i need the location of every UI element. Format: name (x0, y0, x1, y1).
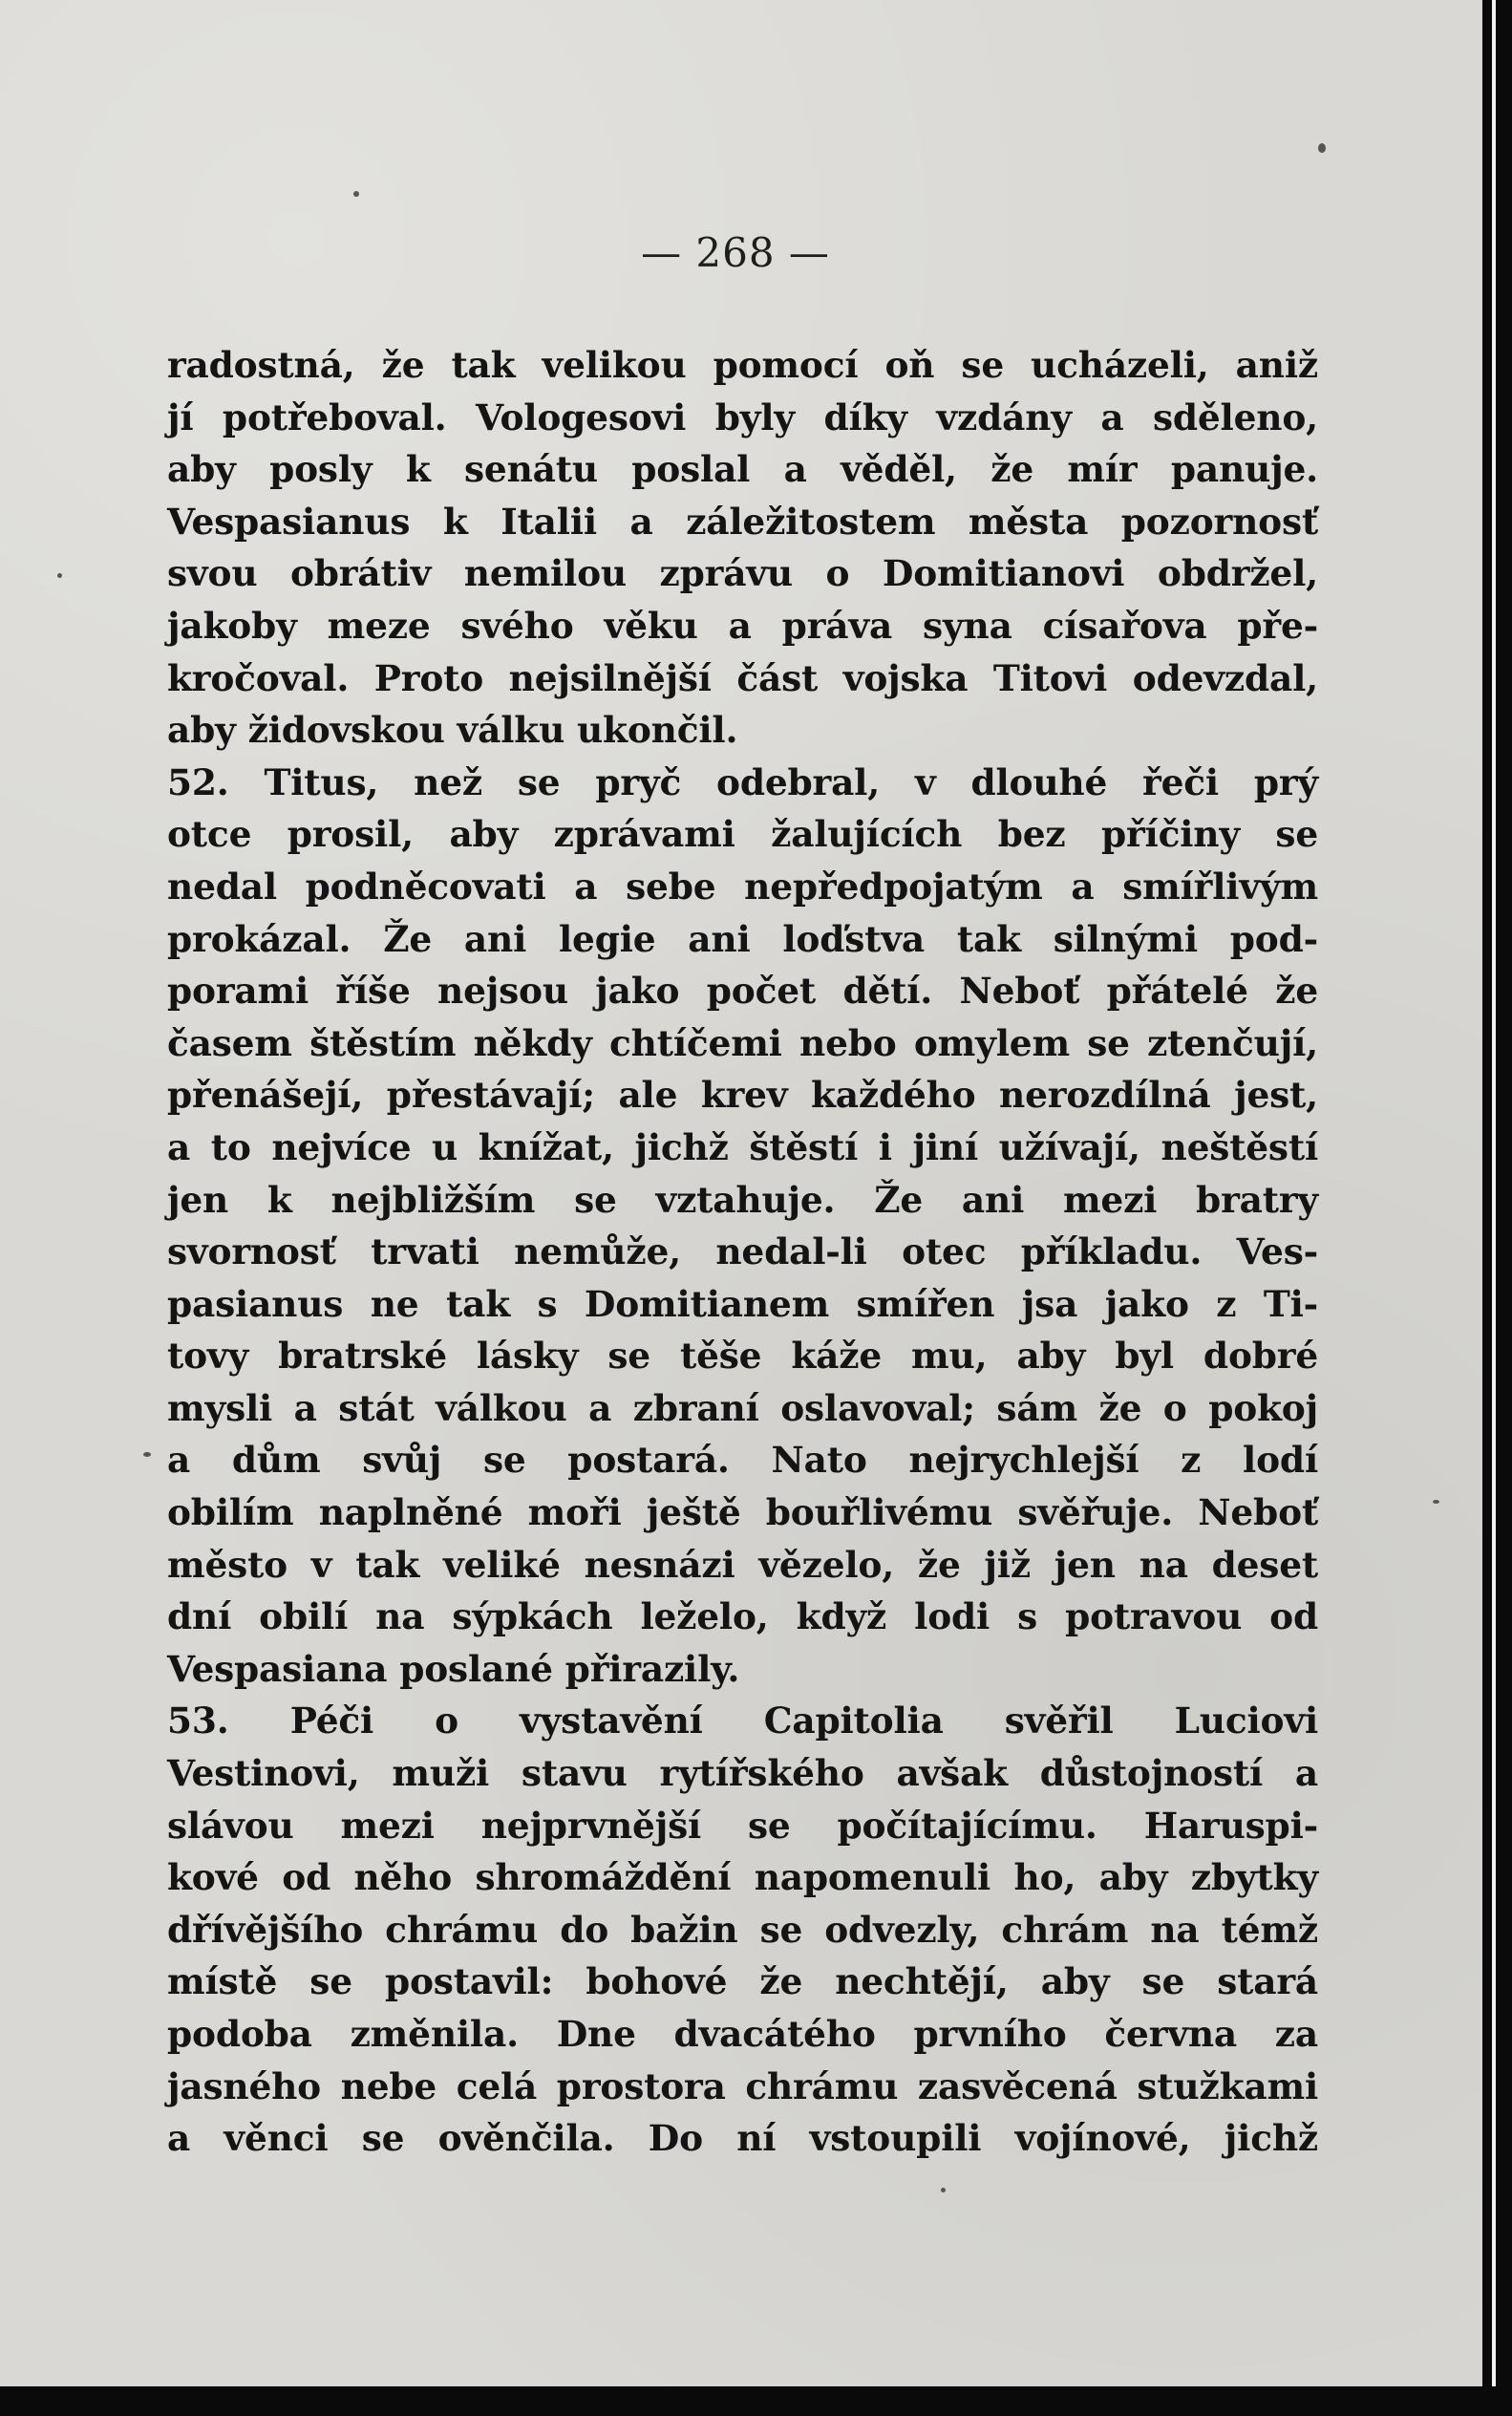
text-line: a dům svůj se postará. Nato nejrychlejší z lodí (167, 1439, 1318, 1482)
text-line: kové od něho shromáždění napomenuli ho, aby zbytky (167, 1856, 1318, 1899)
text-line: pasianus ne tak s Domitianem smířen jsa jako z Ti- (167, 1282, 1318, 1325)
print-speck (353, 191, 359, 197)
text-line: místě se postavil: bohové že nechtějí, aby se stará (167, 1960, 1318, 2003)
text-line: jakoby meze svého věku a práva syna císařova pře- (167, 604, 1318, 647)
scan-border-bottom (0, 2386, 1512, 2416)
text-line: jen k nejbližším se vztahuje. Že ani mezi bratry (167, 1178, 1318, 1221)
text-line: jasného nebe celá prostora chrámu zasvěcená stužkami (167, 2064, 1318, 2107)
print-speck (57, 573, 62, 578)
print-speck (143, 1452, 151, 1457)
print-speck (1433, 1500, 1439, 1504)
text-line: a to nejvíce u knížat, jichž štěstí i jiní užívají, neštěstí (167, 1125, 1318, 1168)
text-line: tovy bratrské lásky se těše káže mu, aby byl dobré (167, 1335, 1318, 1378)
text-line: podoba změnila. Dne dvacátého prvního června za (167, 2013, 1318, 2055)
text-line: a věnci se ověnčila. Do ní vstoupili vojínové, jichž (167, 2117, 1318, 2160)
text-line: nedal podněcovati a sebe nepředpojatým a smířlivým (167, 865, 1318, 908)
text-line: město v tak veliké nesnázi vězelo, že již jen na deset (167, 1543, 1318, 1586)
print-speck (941, 2188, 946, 2192)
page-number: — 268 — (641, 229, 830, 276)
text-line: dní obilí na sýpkách leželo, když lodi s potravou od (167, 1595, 1318, 1638)
print-speck (1318, 143, 1326, 153)
text-line: mysli a stát válkou a zbraní oslavoval; sám že o pokoj (167, 1386, 1318, 1429)
text-line: kročoval. Proto nejsilnější část vojska Titovi odevzdal, (167, 656, 1318, 699)
scan-edge-rule (1492, 0, 1496, 2416)
text-line: porami říše nejsou jako počet dětí. Neboť přátelé že (167, 970, 1318, 1013)
text-line: přenášejí, přestávají; ale krev každého nerozdílná jest, (167, 1074, 1318, 1117)
text-line: Vestinovi, muži stavu rytířského avšak důstojností a (167, 1752, 1318, 1795)
text-line: jí potřeboval. Vologesovi byly díky vzdány a sděleno, (167, 396, 1318, 438)
text-line: dřívějšího chrámu do bažin se odvezly, chrám na témž (167, 1908, 1318, 1951)
text-line: aby posly k senátu poslal a věděl, že mír panuje. (167, 448, 1318, 491)
text-line: 53. Péči o vystavění Capitolia svěřil Luciovi (167, 1700, 1318, 1743)
text-line: obilím naplněné moři ještě bouřlivému svěřuje. Neboť (167, 1491, 1318, 1534)
text-line: svornosť trvati nemůže, nedal-li otec příkladu. Ves- (167, 1230, 1318, 1273)
text-line: otce prosil, aby zprávami žalujících bez příčiny se (167, 813, 1318, 856)
scan-border-right (1482, 0, 1512, 2416)
text-line: aby židovskou válku ukončil. (167, 709, 738, 752)
text-line: Vespasiana poslané přirazily. (167, 1647, 740, 1690)
text-line: časem štěstím někdy chtíčemi nebo omylem se ztenčují, (167, 1021, 1318, 1064)
text-line: svou obrátiv nemilou zprávu o Domitianovi obdržel, (167, 552, 1318, 595)
text-line: 52. Titus, než se pryč odebral, v dlouhé řeči prý (167, 760, 1318, 803)
body-text (167, 339, 1318, 2165)
text-line: slávou mezi nejprvnější se počítajícímu. Haruspi- (167, 1804, 1318, 1847)
text-line: prokázal. Že ani legie ani loďstva tak silnými pod- (167, 917, 1318, 960)
text-line: radostná, že tak velikou pomocí oň se ucházeli, aniž (167, 344, 1318, 386)
text-line: Vespasianus k Italii a záležitostem města pozornosť (167, 500, 1318, 543)
